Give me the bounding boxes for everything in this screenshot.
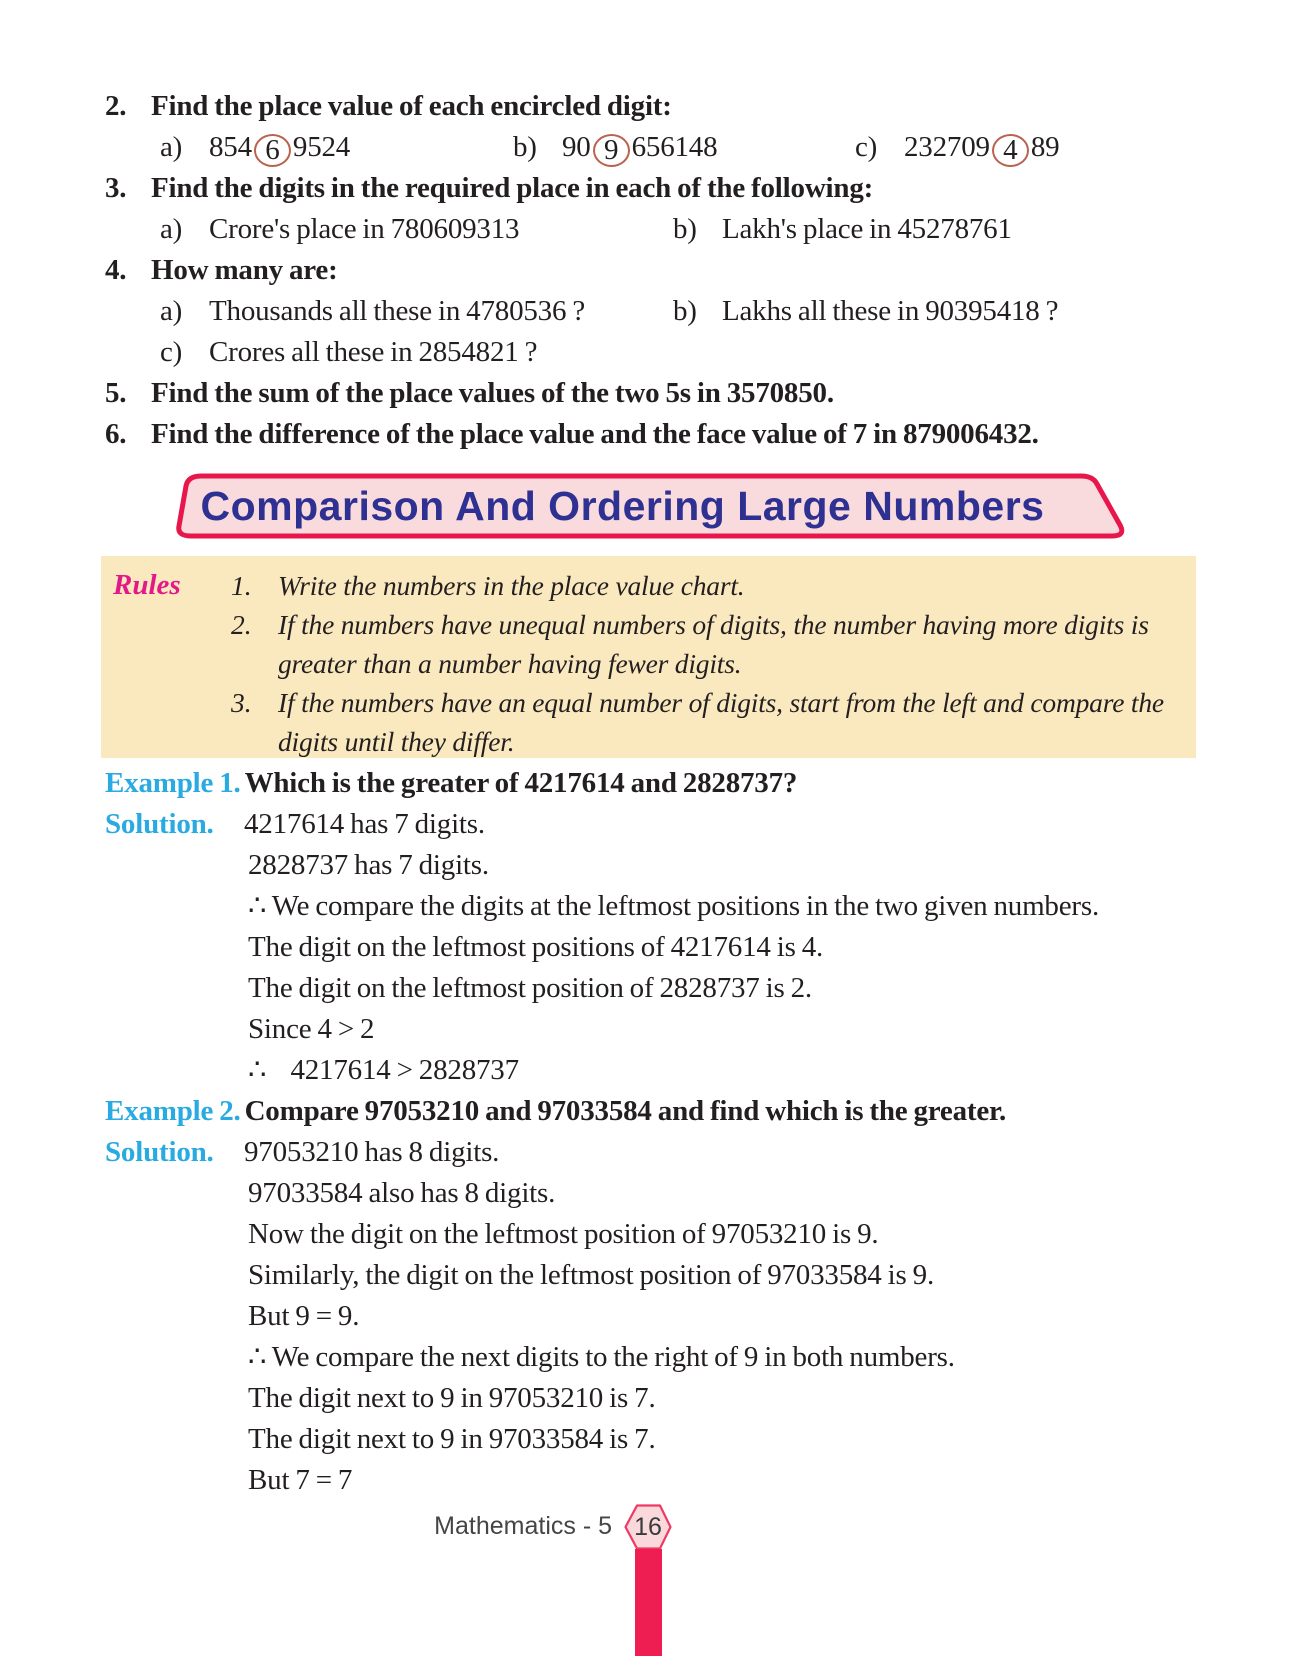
list-item (160, 209, 673, 250)
digits-after: 89 (1030, 131, 1060, 163)
item-label: b) (673, 213, 697, 245)
solution-step: 4217614 has 7 digits. (244, 808, 485, 840)
page-number: 16 (634, 1512, 662, 1541)
solution-step: ∴ We compare the digits at the leftmost positions in the two given numbers. (248, 890, 1099, 922)
exercise-number: 6. (105, 418, 127, 450)
list-item (160, 332, 1218, 373)
exercise-5-heading (105, 373, 1218, 414)
exercise-number: 3. (105, 172, 127, 204)
rules-label: Rules (113, 569, 181, 601)
exercise-title: Find the sum of the place values of the two 5s in 3570850. (151, 377, 834, 409)
item-label: a) (160, 295, 183, 327)
footer-ribbon (635, 1549, 662, 1656)
exercise-4-items-row1 (105, 291, 1218, 332)
item-text: Crores all these in 2854821 ? (209, 336, 538, 368)
solution-step: But 9 = 9. (248, 1300, 360, 1332)
encircled-digit: 6 (254, 134, 291, 167)
item-value (562, 127, 717, 168)
exercise-list (105, 86, 1218, 455)
solution-step: 2828737 has 7 digits. (248, 849, 489, 881)
digits-before: 854 (209, 131, 252, 163)
solution-step: 97033584 also has 8 digits. (248, 1177, 556, 1209)
solution-step: Now the digit on the leftmost position of 97053210 is 9. (248, 1218, 879, 1250)
example-question: Compare 97053210 and 97033584 and find which is the greater. (244, 1095, 1007, 1127)
solution-label: Solution. (105, 808, 214, 840)
exercise-3-items (105, 209, 1218, 250)
digits-after: 9524 (292, 131, 351, 163)
solution-step: The digit next to 9 in 97053210 is 7. (248, 1382, 656, 1414)
example-label: Example 2. (105, 1095, 241, 1127)
solution-step: The digit on the leftmost positions of 4217614 is 4. (248, 931, 824, 963)
list-item (160, 291, 673, 332)
item-label: b) (513, 131, 537, 163)
exercise-3-heading (105, 168, 1218, 209)
example-label: Example 1. (105, 767, 241, 799)
solution-step: But 7 = 7 (248, 1464, 353, 1496)
solution-step: ∴ 4217614 > 2828737 (248, 1054, 519, 1086)
item-label: c) (160, 336, 183, 368)
solution-step: Since 4 > 2 (248, 1013, 375, 1045)
item-label: b) (673, 295, 697, 327)
list-item (673, 291, 1218, 332)
item-text: Lakhs all these in 90395418 ? (722, 295, 1059, 327)
item-text: Thousands all these in 4780536 ? (209, 295, 586, 327)
rule-number: 1. (231, 570, 252, 601)
exercise-4-items-row2 (105, 332, 1218, 373)
rules-list (231, 566, 1178, 758)
rule-item (231, 683, 1178, 761)
list-item (513, 127, 855, 168)
exercise-title: Find the digits in the required place in each of the following: (151, 172, 874, 204)
exercise-title: Find the difference of the place value and the face value of 7 in 879006432. (151, 418, 1039, 450)
item-value (904, 127, 1059, 168)
list-item (855, 127, 1218, 168)
example-2-solution-row (105, 1132, 1226, 1173)
footer-book-title: Mathematics - 5 (434, 1512, 612, 1540)
item-text: Crore's place in 780609313 (209, 213, 520, 245)
section-banner (160, 472, 1140, 544)
worked-examples (105, 763, 1226, 1501)
rule-item (231, 566, 1178, 605)
rules-box (101, 556, 1196, 758)
item-label: a) (160, 213, 183, 245)
example-2-question-row (105, 1091, 1226, 1132)
solution-step: The digit on the leftmost position of 2828737 is 2. (248, 972, 812, 1004)
rule-number: 3. (231, 687, 252, 718)
exercise-2-items (105, 127, 1218, 168)
exercise-number: 4. (105, 254, 127, 286)
solution-label: Solution. (105, 1136, 214, 1168)
digits-before: 232709 (904, 131, 990, 163)
solution-step: 97053210 has 8 digits. (244, 1136, 500, 1168)
section-title: Comparison And Ordering Large Numbers (200, 482, 1045, 529)
list-item (673, 209, 1218, 250)
rule-item (231, 605, 1178, 683)
rule-text: If the numbers have an equal number of digits, start from the left and compare the digits until they differ. (278, 687, 1164, 757)
list-item (160, 127, 513, 168)
exercise-title: Find the place value of each encircled digit: (151, 90, 672, 122)
item-text: Lakh's place in 45278761 (722, 213, 1012, 245)
rule-text: If the numbers have unequal numbers of digits, the number having more digits is greater than a number having fewer digits. (278, 609, 1149, 679)
solution-step: ∴ We compare the next digits to the right of 9 in both numbers. (248, 1341, 955, 1373)
exercise-title: How many are: (151, 254, 338, 286)
exercise-6-heading (105, 414, 1218, 455)
item-label: a) (160, 131, 183, 163)
digits-after: 656148 (631, 131, 718, 163)
example-1-question-row (105, 763, 1226, 804)
example-1-solution-row (105, 804, 1226, 845)
exercise-number: 5. (105, 377, 127, 409)
exercise-2-heading (105, 86, 1218, 127)
encircled-digit: 9 (593, 134, 630, 167)
exercise-4-heading (105, 250, 1218, 291)
rule-text: Write the numbers in the place value chart. (278, 570, 745, 601)
rule-number: 2. (231, 609, 252, 640)
item-value (209, 127, 350, 168)
solution-step: Similarly, the digit on the leftmost position of 97033584 is 9. (248, 1259, 934, 1291)
digits-before: 90 (562, 131, 591, 163)
exercise-number: 2. (105, 90, 127, 122)
item-label: c) (855, 131, 878, 163)
page-number-badge (624, 1504, 672, 1550)
example-question: Which is the greater of 4217614 and 2828737? (244, 767, 798, 799)
solution-step: The digit next to 9 in 97033584 is 7. (248, 1423, 656, 1455)
encircled-digit: 4 (992, 134, 1029, 167)
